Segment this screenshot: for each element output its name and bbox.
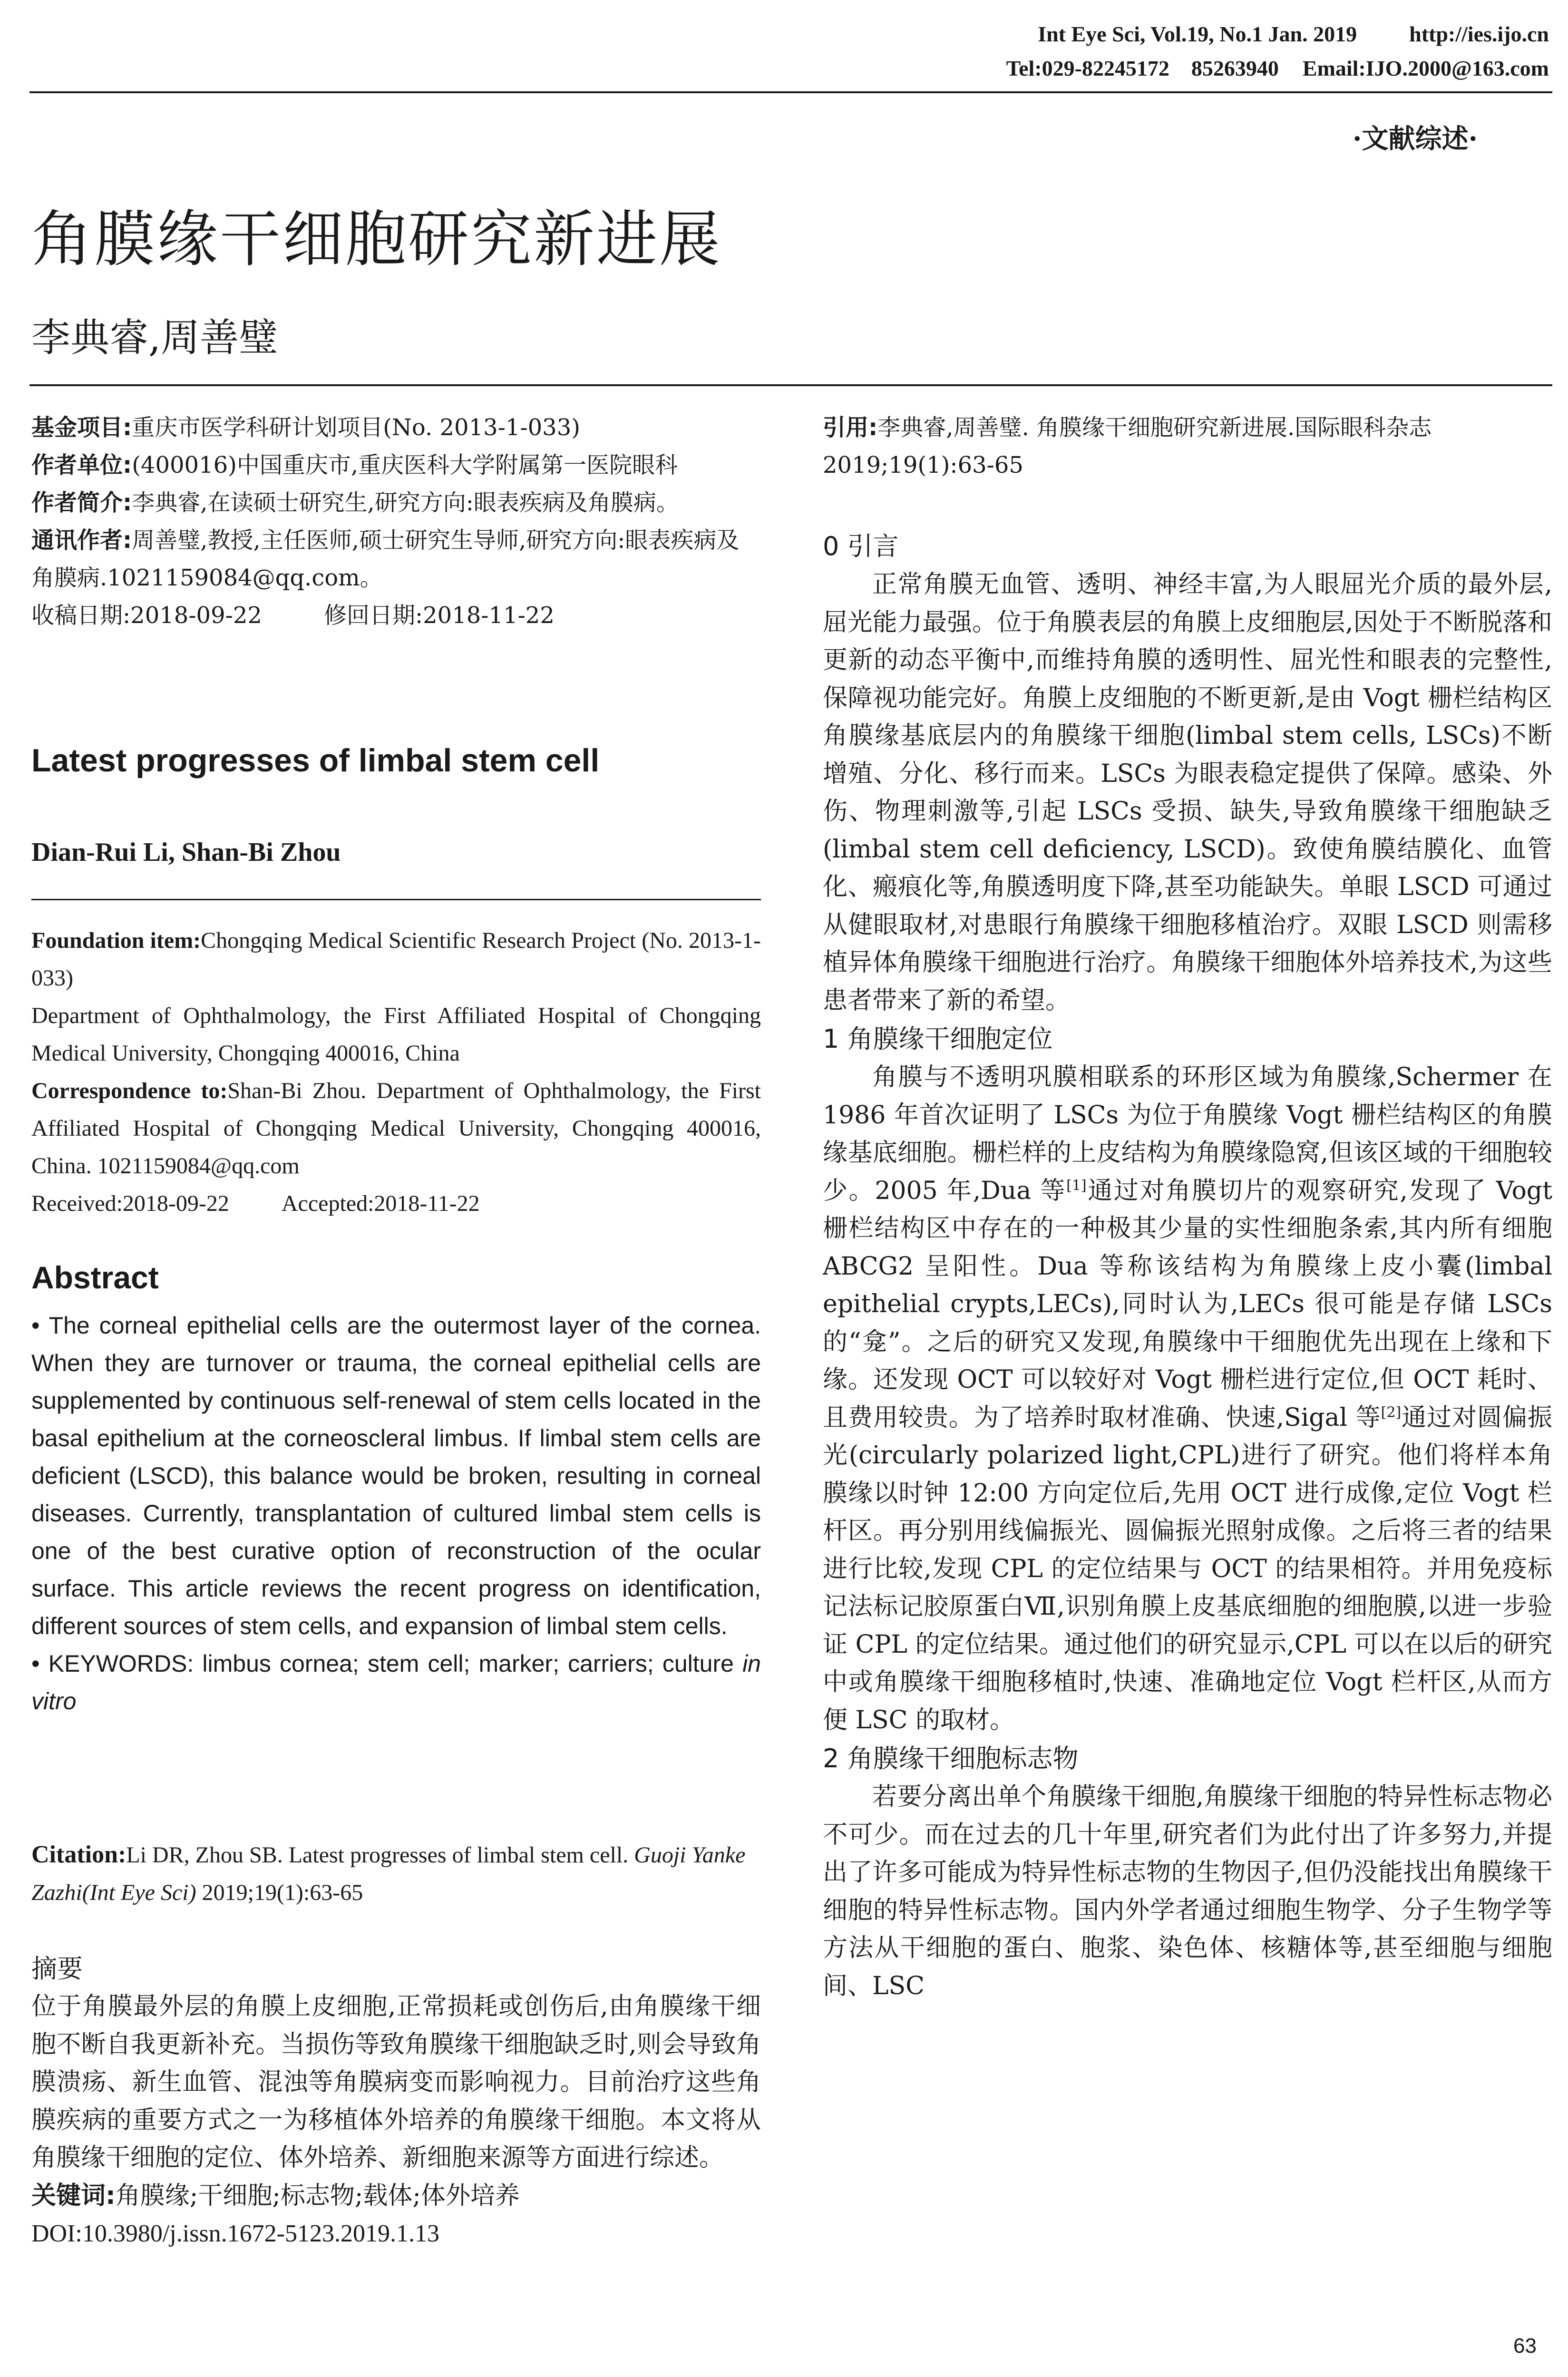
- zh-keywords: 关键词:角膜缘;干细胞;标志物;载体;体外培养: [31, 2181, 520, 2210]
- citation-block: Citation:Li DR, Zhou SB. Latest progresses of limbal stem cell. Guoji Yanke Zazhi(Int Eye Sci) 2019;19(1):63-65: [31, 1841, 746, 1905]
- section-1-heading: 1 角膜缘干细胞定位: [823, 1024, 1053, 1054]
- cn-citation: 引用:李典睿,周善璧. 角膜缘干细胞研究新进展.国际眼科杂志 2019;19(1):63-65: [823, 414, 1432, 478]
- dates-line: 收稿日期:2018-09-22 修回日期:2018-11-22: [31, 602, 555, 629]
- english-authors: Dian-Rui Li, Shan-Bi Zhou: [31, 838, 341, 867]
- zh-abstract: [31, 1950, 761, 2253]
- zh-abstract-text: 位于角膜最外层的角膜上皮细胞,正常损耗或创伤后,由角膜缘干细胞不断自我更新补充。当损伤等致角膜缘干细胞缺乏时,则会导致角膜溃疡、新生血管、混浊等角膜病变而影响视力。目前治疗这些角膜疾病的重要方式之一为移植体外培养的角膜缘干细胞。本文将从角膜缘干细胞的定位、体外培养、新细胞来源等方面进行综述。: [31, 1992, 761, 2172]
- fund-line: 基金项目:重庆市医学科研计划项目(No. 2013-1-033): [31, 414, 580, 441]
- running-header-line1: [1038, 19, 1549, 49]
- abstract-text: The corneal epithelial cells are the outermost layer of the cornea. When they are turnover or trauma, the corneal epithelial cells are supplemented by continuous self-renewal of stem cells located in the basal epithelium at the corneoscleral limbus. If limbal stem cells are deficient (LSCD), this balance would be broken, resulting in corneal diseases. Currently, transplantation of cultured limbal stem cells is one of the best curative option of reconstruction of the ocular surface. This article reviews the recent progress on identification, different sources of stem cells, and expansion of limbal stem cells.: [31, 1312, 761, 1639]
- chinese-title: 角膜缘干细胞研究新进展: [31, 204, 722, 275]
- section-0-heading: 0 引言: [823, 531, 899, 561]
- journal-email[interactable]: Email:IJO.2000@163.com: [1302, 56, 1549, 80]
- english-title: Latest progresses of limbal stem cell: [31, 742, 600, 779]
- cn-meta-block: [31, 409, 761, 634]
- section-tag: ·文献综述·: [1353, 123, 1478, 155]
- corr-line: 通讯作者:周善璧,教授,主任医师,硕士研究生导师,研究方向:眼表疾病及角膜病.1021159084@qq.com。: [31, 527, 740, 591]
- foundation-line: Foundation item:Chongqing Medical Scientific Research Project (No. 2013-1-033): [31, 928, 761, 991]
- citation-label: Citation:: [31, 1841, 127, 1868]
- journal-info: Int Eye Sci, Vol.19, No.1 Jan. 2019: [1038, 22, 1357, 46]
- running-header-line2: [1006, 53, 1549, 84]
- page-number: 63: [1513, 2334, 1537, 2358]
- keywords-line: • KEYWORDS: limbus cornea; stem cell; marker; carriers; culture in vitro: [31, 1650, 761, 1715]
- journal-tel: Tel:029-82245172 85263940: [1006, 56, 1279, 80]
- abstract-heading: Abstract: [31, 1260, 159, 1295]
- ref-1[interactable]: [1]: [1066, 1177, 1087, 1194]
- ref-2[interactable]: [2]: [1381, 1404, 1402, 1421]
- zh-abstract-heading: 摘要: [31, 1954, 83, 1984]
- journal-url[interactable]: http://ies.ijo.cn: [1409, 22, 1549, 46]
- correspondence-line: Correspondence to:Shan-Bi Zhou. Department of Ophthalmology, the First Affiliated Hospital of Chongqing Medical University, Chongqing 400016, China. 1021159084@qq.com: [31, 1078, 761, 1179]
- unit-line: 作者单位:(400016)中国重庆市,重庆医科大学附属第一医院眼科: [31, 452, 678, 478]
- abstract-body: • The corneal epithelial cells are the outermost layer of the cornea. When they are turnover or trauma, the corneal epithelial cells are supplemented by continuous self-renewal of stem cells located in the basal epithelium at the corneoscleral limbus. If limbal stem cells are deficient (LSCD), this balance would be broken, resulting in corneal diseases. Currently, transplantation of cultured limbal stem cells is one of the best curative option of reconstruction of the ocular surface. This article reviews the recent progress on identification, different sources of stem cells, and expansion of limbal stem cells. • KEYWORDS: limbus cornea; stem cell; marker; carriers; culture in vitro: [31, 1307, 761, 1720]
- section-2-paragraph: 若要分离出单个角膜缘干细胞,角膜缘干细胞的特异性标志物必不可少。而在过去的几十年里,研究者们为此付出了许多努力,并提出了许多可能成为特异性标志物的生物因子,但仍没能找出角膜缘干细胞的特异性标志物。国内外学者通过细胞生物学、分子生物学等方法从干细胞的蛋白、胞浆、染色体、核糖体等,甚至细胞与细胞间、LSC: [823, 1783, 1552, 2000]
- en-meta-block: [31, 922, 761, 1222]
- department-line: Department of Ophthalmology, the First Affiliated Hospital of Chongqing Medical University, Chongqing 400016, China: [31, 1003, 761, 1066]
- bio-line: 作者简介:李典睿,在读硕士研究生,研究方向:眼表疾病及角膜病。: [31, 489, 679, 516]
- authors-rule: [31, 899, 761, 900]
- section-0-paragraph: 正常角膜无血管、透明、神经丰富,为人眼屈光介质的最外层,屈光能力最强。位于角膜表层的角膜上皮细胞层,因处于不断脱落和更新的动态平衡中,而维持角膜的透明性、屈光性和眼表的完整性,保障视功能完好。角膜上皮细胞的不断更新,是由 Vogt 栅栏结构区角膜缘基底层内的角膜缘干细胞(limbal stem cells, LSCs)不断增殖、分化、移行而来。LSCs 为眼表稳定提供了保障。感染、外伤、物理刺激等,引起 LSCs 受损、缺失,导致角膜缘干细胞缺乏(limbal stem cell deficiency, LSCD)。致使角膜结膜化、血管化、瘢痕化等,角膜透明度下降,甚至功能缺失。单眼 LSCD 可通过从健眼取材,对患眼行角膜缘干细胞移植治疗。双眼 LSCD 则需移植异体角膜缘干细胞进行治疗。角膜缘干细胞体外培养技术,为这些患者带来了新的希望。: [823, 570, 1552, 1015]
- doi-line: DOI:10.3980/j.issn.1672-5123.2019.1.13: [31, 2220, 439, 2247]
- chinese-authors: 李典睿,周善璧: [31, 315, 278, 360]
- title-rule: [29, 384, 1552, 386]
- section-2-heading: 2 角膜缘干细胞标志物: [823, 1744, 1079, 1773]
- body-text: [823, 527, 1552, 2005]
- en-dates-line: Received:2018-09-22 Accepted:2018-11-22: [31, 1191, 480, 1216]
- header-rule: [29, 91, 1552, 93]
- section-1-paragraph: 角膜与不透明巩膜相联系的环形区域为角膜缘,Schermer 在 1986 年首次证明了 LSCs 为位于角膜缘 Vogt 栅栏结构区的角膜缘基底细胞。栅栏样的上皮结构为角膜缘隐窝,但该区域的干细胞较少。2005 年,Dua 等[1]通过对角膜切片的观察研究,发现了 Vogt 栅栏结构区中存在的一种极其少量的实性细胞条索,其内所有细胞 ABCG2 呈阳性。Dua 等称该结构为角膜缘上皮小囊(limbal epithelial crypts,LECs),同时认为,LECs 很可能是存储 LSCs 的“龛”。之后的研究又发现,角膜缘中干细胞优先出现在上缘和下缘。还发现 OCT 可以较好对 Vogt 栅栏进行定位,但 OCT 耗时、且费用较贵。为了培养时取材准确、快速,Sigal 等[2]通过对圆偏振光(circularly polarized light,CPL)进行了研究。他们将样本角膜缘以时钟 12:00 方向定位后,先用 OCT 进行成像,定位 Vogt 栏杆区。再分别用线偏振光、圆偏振光照射成像。之后将三者的结果进行比较,发现 CPL 的定位结果与 OCT 的结果相符。并用免疫标记法标记胶原蛋白Ⅶ,识别角膜上皮基底细胞的细胞膜,以进一步验证 CPL 的定位结果。通过他们的研究显示,CPL 可以在以后的研究中或角膜缘干细胞移植时,快速、准确地定位 Vogt 栏杆区,从而方便 LSC 的取材。: [823, 1063, 1552, 1734]
